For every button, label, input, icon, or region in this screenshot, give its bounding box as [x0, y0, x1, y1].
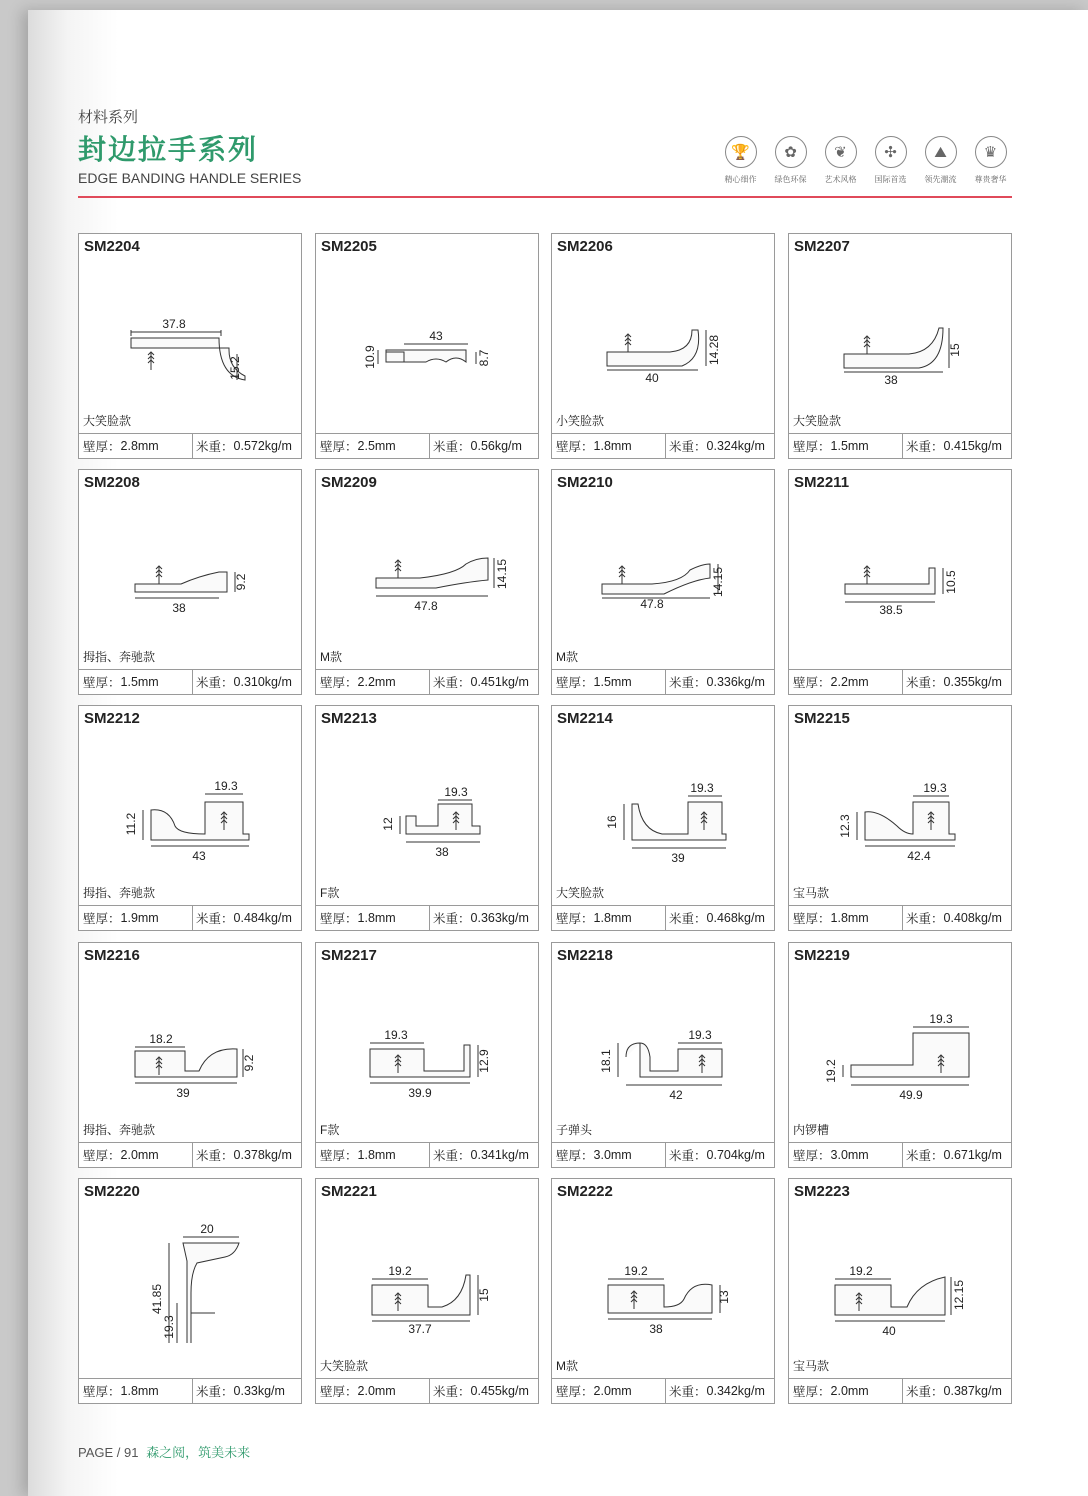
profile-drawing — [552, 967, 776, 1107]
dimension-label: 43 — [192, 849, 206, 863]
dimension-label: 19.2 — [849, 1264, 873, 1278]
profile-drawing — [316, 258, 540, 398]
thickness-label: 壁厚： — [793, 440, 831, 454]
dimension-label: 47.8 — [640, 597, 664, 611]
dimension-label: 15 — [948, 343, 962, 357]
weight-label: 米重： — [906, 912, 944, 926]
thickness-label: 壁厚： — [793, 1149, 831, 1163]
profile-drawing — [316, 730, 540, 870]
product-card — [551, 942, 775, 1168]
dimension-label: 14.28 — [707, 334, 721, 366]
weight-cell — [666, 1143, 774, 1167]
thickness-label: 壁厚： — [556, 1149, 594, 1163]
spec-row — [552, 1142, 774, 1167]
spec-row — [552, 1378, 774, 1403]
thickness-label: 壁厚： — [83, 1149, 121, 1163]
weight-label: 米重： — [669, 1385, 707, 1399]
thickness-cell — [552, 1379, 666, 1403]
thickness-value: 1.5mm — [120, 675, 159, 689]
weight-cell — [193, 1143, 301, 1167]
thickness-value: 1.9mm — [120, 911, 159, 925]
header-divider — [78, 196, 1012, 198]
weight-cell — [430, 1143, 538, 1167]
dimension-label: 19.3 — [929, 1012, 953, 1026]
product-code: SM2210 — [557, 474, 613, 491]
style-name: 大笑脸款 — [320, 1359, 369, 1373]
weight-value: 0.378kg/m — [233, 1148, 292, 1162]
product-card — [788, 1178, 1012, 1404]
profile-drawing — [552, 1203, 776, 1343]
weight-label: 米重： — [669, 1149, 707, 1163]
product-card — [788, 233, 1012, 459]
weight-label: 米重： — [433, 1149, 471, 1163]
weight-cell — [430, 1379, 538, 1403]
thickness-value: 1.8mm — [357, 1148, 396, 1162]
product-card — [315, 705, 539, 931]
weight-cell — [666, 1379, 774, 1403]
product-card — [551, 469, 775, 695]
profile-drawing — [79, 1203, 303, 1343]
product-card — [78, 705, 302, 931]
product-card — [788, 469, 1012, 695]
thickness-value: 1.8mm — [357, 911, 396, 925]
dimension-label: 39.9 — [408, 1086, 432, 1100]
dimension-label: 14.15 — [711, 566, 725, 598]
weight-cell — [903, 1143, 1011, 1167]
style-name: 大笑脸款 — [556, 886, 605, 900]
feature-item — [872, 136, 909, 185]
weight-value: 0.451kg/m — [470, 675, 529, 689]
feature-label: 领先潮流 — [924, 175, 957, 184]
thickness-value: 2.2mm — [830, 675, 869, 689]
thickness-label: 壁厚： — [320, 676, 358, 690]
feature-label: 精心细作 — [724, 175, 757, 184]
style-name: 子弹头 — [556, 1123, 593, 1137]
dimension-label: 18.2 — [149, 1032, 173, 1046]
thickness-value: 1.5mm — [830, 439, 869, 453]
dimension-label: 38 — [172, 601, 186, 615]
weight-cell — [430, 906, 538, 930]
style-name: F款 — [320, 886, 340, 900]
dimension-label: 40 — [882, 1324, 896, 1338]
dimension-label: 19.3 — [214, 779, 238, 793]
thickness-label: 壁厚： — [793, 676, 831, 690]
profile-drawing — [79, 967, 303, 1107]
thickness-label: 壁厚： — [320, 912, 358, 926]
thickness-label: 壁厚： — [556, 676, 594, 690]
product-code: SM2204 — [84, 238, 140, 255]
catalog-page — [28, 10, 1088, 1496]
dimension-label: 13 — [717, 1290, 731, 1304]
product-card — [78, 942, 302, 1168]
product-card — [315, 233, 539, 459]
thickness-cell — [789, 1143, 903, 1167]
weight-cell — [666, 906, 774, 930]
thickness-value: 2.0mm — [357, 1384, 396, 1398]
thickness-value: 3.0mm — [830, 1148, 869, 1162]
thickness-value: 3.0mm — [593, 1148, 632, 1162]
weight-label: 米重： — [906, 1149, 944, 1163]
product-code: SM2207 — [794, 238, 850, 255]
thickness-cell — [789, 434, 903, 458]
thickness-label: 壁厚： — [83, 1385, 121, 1399]
spec-row — [79, 433, 301, 458]
dimension-label: 10.9 — [363, 345, 377, 369]
weight-label: 米重： — [669, 440, 707, 454]
weight-label: 米重： — [433, 1385, 471, 1399]
dimension-label: 16 — [605, 815, 619, 829]
product-code: SM2211 — [794, 474, 850, 491]
profile-drawing — [789, 967, 1013, 1107]
feature-item — [822, 136, 859, 185]
product-card — [78, 469, 302, 695]
dimension-label: 39 — [176, 1086, 190, 1100]
weight-value: 0.310kg/m — [233, 675, 292, 689]
weight-label: 米重： — [196, 912, 234, 926]
profile-drawing — [552, 258, 776, 398]
weight-value: 0.455kg/m — [470, 1384, 529, 1398]
dimension-label: 19.3 — [690, 781, 714, 795]
style-name: 大笑脸款 — [793, 414, 842, 428]
dimension-label: 14.15 — [495, 558, 509, 590]
weight-value: 0.387kg/m — [943, 1384, 1002, 1398]
weight-cell — [903, 1379, 1011, 1403]
feature-item — [972, 136, 1009, 185]
weight-label: 米重： — [906, 440, 944, 454]
spec-row — [789, 1378, 1011, 1403]
dimension-label: 37.7 — [408, 1322, 432, 1336]
thickness-cell — [316, 670, 430, 694]
thickness-cell — [552, 906, 666, 930]
thickness-label: 壁厚： — [320, 1385, 358, 1399]
spec-row — [789, 433, 1011, 458]
spec-row — [552, 433, 774, 458]
weight-value: 0.341kg/m — [470, 1148, 529, 1162]
weight-value: 0.408kg/m — [943, 911, 1002, 925]
feature-label: 绿色环保 — [774, 175, 807, 184]
thickness-label: 壁厚： — [83, 440, 121, 454]
product-card — [551, 233, 775, 459]
style-name: 宝马款 — [793, 1359, 830, 1373]
profile-drawing — [789, 258, 1013, 398]
dimension-label: 38 — [435, 845, 449, 859]
product-code: SM2216 — [84, 947, 140, 964]
dimension-label: 9.2 — [234, 573, 248, 591]
dimension-label: 9.2 — [242, 1054, 256, 1072]
dimension-label: 11.2 — [124, 812, 138, 836]
feature-label: 国际首选 — [874, 175, 907, 184]
thickness-cell — [79, 1143, 193, 1167]
weight-cell — [666, 670, 774, 694]
product-code: SM2219 — [794, 947, 850, 964]
slogan: 森之阅，筑美未来 — [146, 1445, 251, 1460]
thickness-cell — [316, 1379, 430, 1403]
dimension-label: 19.2 — [624, 1264, 648, 1278]
thickness-value: 1.5mm — [593, 675, 632, 689]
product-code: SM2213 — [321, 710, 377, 727]
weight-value: 0.342kg/m — [706, 1384, 765, 1398]
product-card — [78, 233, 302, 459]
thickness-label: 壁厚： — [793, 1385, 831, 1399]
product-card — [551, 705, 775, 931]
thickness-value: 2.0mm — [120, 1148, 159, 1162]
dimension-label: 38 — [884, 373, 898, 387]
weight-value: 0.33kg/m — [233, 1384, 285, 1398]
style-name: M款 — [320, 650, 342, 664]
product-card — [551, 1178, 775, 1404]
profile-drawing — [789, 494, 1013, 634]
product-code: SM2221 — [321, 1183, 377, 1200]
product-card — [78, 1178, 302, 1404]
spec-row — [79, 1378, 301, 1403]
feature-label: 艺术风格 — [824, 175, 857, 184]
style-name: 宝马款 — [793, 886, 830, 900]
profile-drawing — [789, 1203, 1013, 1343]
dimension-label: 39 — [671, 851, 685, 865]
profile-drawing — [79, 730, 303, 870]
dimension-label: 41.85 — [150, 1283, 164, 1315]
thickness-cell — [552, 670, 666, 694]
weight-label: 米重： — [433, 912, 471, 926]
weight-cell — [430, 434, 538, 458]
thickness-cell — [789, 906, 903, 930]
weight-value: 0.336kg/m — [706, 675, 765, 689]
dimension-label: 19.2 — [824, 1059, 838, 1083]
profile-drawing — [552, 730, 776, 870]
product-code: SM2209 — [321, 474, 377, 491]
page-subtitle-en: EDGE BANDING HANDLE SERIES — [78, 170, 302, 186]
dimension-label: 37.8 — [162, 317, 186, 331]
dimension-label: 38.5 — [879, 603, 903, 617]
dimension-label: 12 — [381, 817, 395, 831]
weight-label: 米重： — [669, 912, 707, 926]
spec-row — [79, 905, 301, 930]
thickness-label: 壁厚： — [556, 1385, 594, 1399]
spec-row — [316, 1142, 538, 1167]
spec-row — [552, 905, 774, 930]
weight-cell — [193, 1379, 301, 1403]
crown-icon: ♛ — [975, 136, 1007, 168]
product-code: SM2215 — [794, 710, 850, 727]
dimension-label: 40 — [645, 371, 659, 385]
product-code: SM2217 — [321, 947, 377, 964]
spec-row — [789, 669, 1011, 694]
pinwheel-icon: ✣ — [875, 136, 907, 168]
thickness-value: 1.8mm — [120, 1384, 159, 1398]
feature-label: 尊贵奢华 — [974, 175, 1007, 184]
style-name: 大笑脸款 — [83, 414, 132, 428]
thickness-cell — [79, 1379, 193, 1403]
dimension-label: 42.4 — [907, 849, 931, 863]
product-code: SM2218 — [557, 947, 613, 964]
style-name: 拇指、奔驰款 — [83, 650, 156, 664]
weight-label: 米重： — [196, 1385, 234, 1399]
product-code: SM2214 — [557, 710, 613, 727]
thickness-cell — [789, 1379, 903, 1403]
spec-row — [316, 669, 538, 694]
profile-drawing — [316, 967, 540, 1107]
style-name: M款 — [556, 1359, 578, 1373]
thickness-cell — [79, 434, 193, 458]
thickness-label: 壁厚： — [556, 440, 594, 454]
page-title: 封边拉手系列 — [78, 134, 259, 165]
weight-value: 0.415kg/m — [943, 439, 1002, 453]
weight-cell — [430, 670, 538, 694]
weight-cell — [193, 434, 301, 458]
weight-value: 0.671kg/m — [943, 1148, 1002, 1162]
spec-row — [79, 669, 301, 694]
dimension-label: 12.3 — [838, 814, 852, 838]
thickness-value: 2.0mm — [830, 1384, 869, 1398]
spec-row — [316, 433, 538, 458]
weight-cell — [193, 670, 301, 694]
weight-value: 0.572kg/m — [233, 439, 292, 453]
profile-drawing — [316, 494, 540, 634]
dimension-label: 19.3 — [444, 785, 468, 799]
weight-cell — [903, 434, 1011, 458]
feature-icons — [722, 136, 1009, 185]
dimension-label: 38 — [649, 1322, 663, 1336]
dimension-label: 18.1 — [599, 1049, 613, 1073]
thickness-value: 2.2mm — [357, 675, 396, 689]
thickness-value: 1.8mm — [593, 911, 632, 925]
thickness-cell — [552, 1143, 666, 1167]
product-card — [315, 942, 539, 1168]
weight-label: 米重： — [906, 1385, 944, 1399]
spec-row — [789, 1142, 1011, 1167]
spec-row — [552, 669, 774, 694]
thickness-label: 壁厚： — [793, 912, 831, 926]
profile-drawing — [316, 1203, 540, 1343]
weight-cell — [903, 906, 1011, 930]
page-footer — [78, 1442, 250, 1461]
mountain-icon: ⛰ — [925, 136, 957, 168]
thickness-cell — [79, 670, 193, 694]
spec-row — [316, 905, 538, 930]
dimension-label: 19.3 — [384, 1028, 408, 1042]
dimension-label: 19.3 — [162, 1315, 176, 1339]
product-card — [788, 942, 1012, 1168]
product-code: SM2212 — [84, 710, 140, 727]
product-card — [315, 1178, 539, 1404]
trophy-icon: 🏆 — [725, 136, 757, 168]
product-card — [788, 705, 1012, 931]
weight-value: 0.484kg/m — [233, 911, 292, 925]
style-name: 小笑脸款 — [556, 414, 605, 428]
thickness-cell — [316, 906, 430, 930]
product-code: SM2208 — [84, 474, 140, 491]
product-code: SM2220 — [84, 1183, 140, 1200]
thickness-label: 壁厚： — [556, 912, 594, 926]
thickness-label: 壁厚： — [320, 440, 358, 454]
dimension-label: 19.3 — [923, 781, 947, 795]
dimension-label: 42 — [669, 1088, 683, 1102]
thickness-cell — [789, 670, 903, 694]
thickness-cell — [316, 434, 430, 458]
weight-cell — [193, 906, 301, 930]
thickness-label: 壁厚： — [83, 912, 121, 926]
flower-icon: ✿ — [775, 136, 807, 168]
product-code: SM2222 — [557, 1183, 613, 1200]
style-name: F款 — [320, 1123, 340, 1137]
page-number: PAGE / 91 — [78, 1445, 139, 1460]
thickness-cell — [79, 906, 193, 930]
dimension-label: 8.7 — [477, 349, 491, 367]
weight-label: 米重： — [196, 440, 234, 454]
dimension-label: 47.8 — [414, 599, 438, 613]
thickness-value: 2.5mm — [357, 439, 396, 453]
product-code: SM2205 — [321, 238, 377, 255]
thickness-label: 壁厚： — [320, 1149, 358, 1163]
weight-cell — [666, 434, 774, 458]
thickness-value: 1.8mm — [593, 439, 632, 453]
feature-item — [922, 136, 959, 185]
weight-label: 米重： — [433, 676, 471, 690]
profile-drawing — [79, 494, 303, 634]
dimension-label: 19.3 — [688, 1028, 712, 1042]
dimension-label: 43 — [429, 329, 443, 343]
profile-drawing — [789, 730, 1013, 870]
dimension-label: 12.15 — [952, 1279, 966, 1311]
weight-label: 米重： — [196, 1149, 234, 1163]
product-code: SM2206 — [557, 238, 613, 255]
weight-value: 0.355kg/m — [943, 675, 1002, 689]
weight-value: 0.468kg/m — [706, 911, 765, 925]
thickness-value: 2.8mm — [120, 439, 159, 453]
weight-label: 米重： — [906, 676, 944, 690]
dimension-label: 49.9 — [899, 1088, 923, 1102]
product-code: SM2223 — [794, 1183, 850, 1200]
thickness-value: 2.0mm — [593, 1384, 632, 1398]
dimension-label: 19.2 — [388, 1264, 412, 1278]
weight-value: 0.324kg/m — [706, 439, 765, 453]
weight-value: 0.363kg/m — [470, 911, 529, 925]
style-name: 拇指、奔驰款 — [83, 1123, 156, 1137]
dimension-label: 15 — [477, 1288, 491, 1302]
thickness-cell — [552, 434, 666, 458]
spec-row — [79, 1142, 301, 1167]
weight-label: 米重： — [196, 676, 234, 690]
series-label: 材料系列 — [78, 109, 139, 126]
weight-label: 米重： — [433, 440, 471, 454]
style-name: 拇指、奔驰款 — [83, 886, 156, 900]
leaf-icon: ❦ — [825, 136, 857, 168]
weight-value: 0.704kg/m — [706, 1148, 765, 1162]
thickness-label: 壁厚： — [83, 676, 121, 690]
dimension-label: 12.9 — [477, 1049, 491, 1073]
style-name: M款 — [556, 650, 578, 664]
thickness-value: 1.8mm — [830, 911, 869, 925]
feature-item — [722, 136, 759, 185]
style-name: 内锣槽 — [793, 1123, 830, 1137]
spec-row — [789, 905, 1011, 930]
dimension-label: 10.5 — [944, 570, 958, 594]
product-card — [315, 469, 539, 695]
profile-drawing — [79, 258, 303, 398]
spec-row — [316, 1378, 538, 1403]
weight-value: 0.56kg/m — [470, 439, 522, 453]
dimension-label: 15.2 — [228, 356, 242, 380]
weight-cell — [903, 670, 1011, 694]
weight-label: 米重： — [669, 676, 707, 690]
thickness-cell — [316, 1143, 430, 1167]
dimension-label: 20 — [200, 1222, 214, 1236]
feature-item — [772, 136, 809, 185]
profile-drawing — [552, 494, 776, 634]
